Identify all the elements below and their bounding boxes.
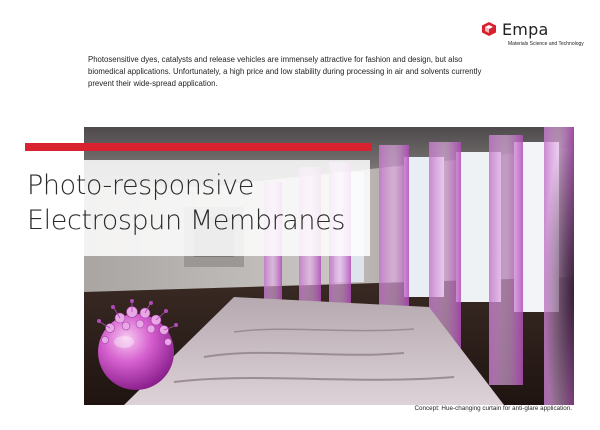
title-line-2: Electrospun Membranes (27, 205, 346, 236)
photo-caption: Concept: Hue-changing curtain for anti-glare application. (414, 405, 572, 412)
cube-icon (482, 22, 496, 36)
title-line-1: Photo-responsive (27, 170, 254, 201)
logo-name: Empa (502, 20, 549, 39)
page-title (27, 168, 345, 238)
logo-tagline: Materials Science and Technology (508, 41, 584, 47)
accent-bar (25, 143, 372, 151)
intro-paragraph: Photosensitive dyes, catalysts and release vehicles are immensely attractive for fashion and design, but also biomedical applications. Unfortunately, a high price and low stability during processing in air and solvents currently prevent their wide-spread application. (88, 55, 482, 88)
molecule-sphere-icon (88, 298, 188, 394)
empa-logo (480, 20, 590, 54)
